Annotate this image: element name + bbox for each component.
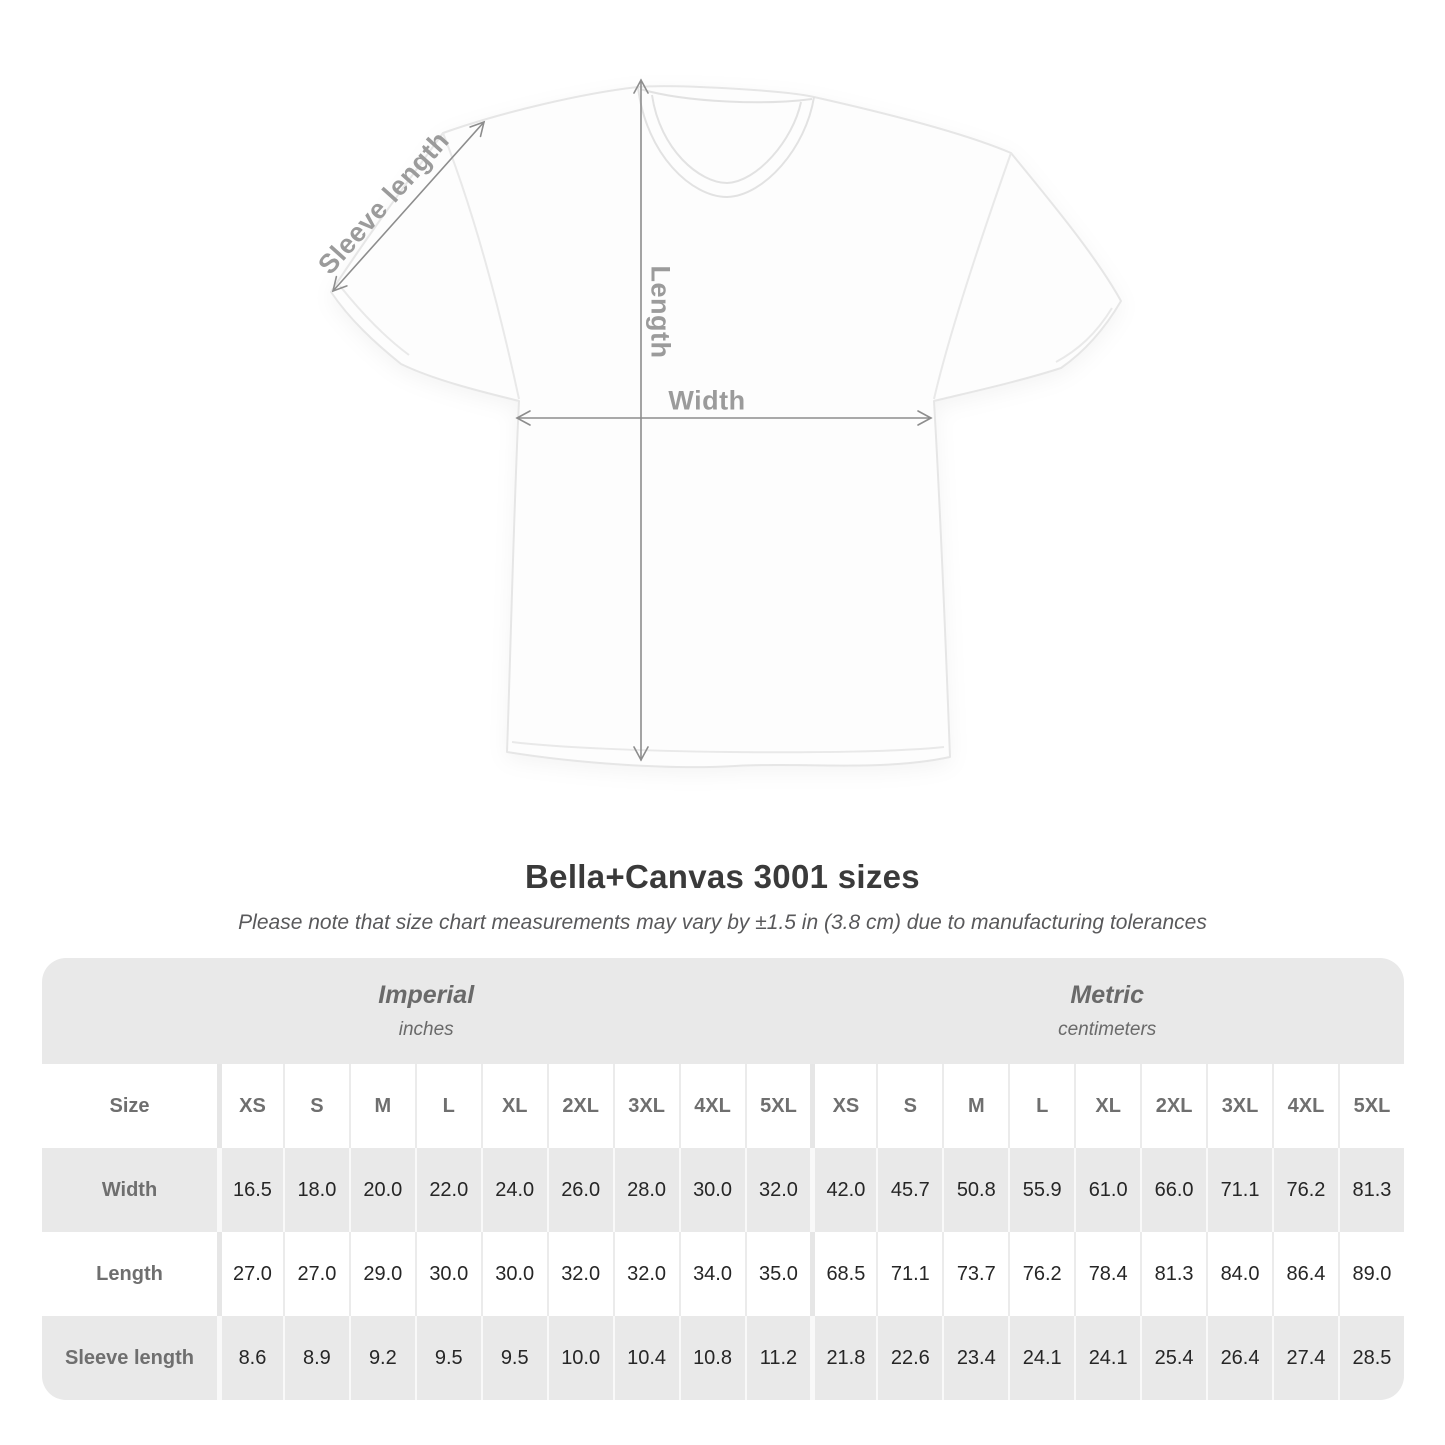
measurement-cell: 22.0 — [415, 1148, 481, 1232]
measurement-cell: 27.0 — [283, 1232, 349, 1316]
size-column-header: Size — [42, 1064, 217, 1148]
row-label-width: Width — [42, 1148, 217, 1232]
sleeve-length-row — [42, 1316, 1404, 1400]
size-col-header: M — [942, 1064, 1008, 1148]
measurement-cell: 55.9 — [1008, 1148, 1074, 1232]
measurement-cell: 27.0 — [217, 1232, 283, 1316]
measurement-cell: 8.9 — [283, 1316, 349, 1400]
size-col-header: 3XL — [1206, 1064, 1272, 1148]
measurement-cell: 28.5 — [1338, 1316, 1404, 1400]
measurement-cell: 71.1 — [876, 1232, 942, 1316]
metric-label: Metric — [1070, 981, 1145, 1009]
measurement-cell: 16.5 — [217, 1148, 283, 1232]
size-table — [42, 958, 1404, 1400]
imperial-unit: inches — [398, 1019, 454, 1040]
size-col-header: 4XL — [1272, 1064, 1338, 1148]
length-label: Length — [645, 265, 676, 359]
size-col-header: S — [283, 1064, 349, 1148]
measurement-cell: 26.0 — [547, 1148, 613, 1232]
sleeve-length-label: Sleeve length — [312, 125, 455, 280]
size-col-header: XL — [481, 1064, 547, 1148]
measurement-cell: 26.4 — [1206, 1316, 1272, 1400]
size-col-header: L — [1008, 1064, 1074, 1148]
length-row — [42, 1232, 1404, 1316]
measurement-cell: 25.4 — [1140, 1316, 1206, 1400]
units-row — [42, 958, 1404, 1064]
measurement-cell: 18.0 — [283, 1148, 349, 1232]
measurement-cell: 29.0 — [349, 1232, 415, 1316]
measurement-cell: 66.0 — [1140, 1148, 1206, 1232]
measurement-cell: 84.0 — [1206, 1232, 1272, 1316]
size-col-header: XS — [810, 1064, 876, 1148]
size-header-row — [42, 1064, 1404, 1148]
heading-block — [0, 858, 1445, 935]
measurement-cell: 50.8 — [942, 1148, 1008, 1232]
page-title: Bella+Canvas 3001 sizes — [525, 858, 920, 895]
measurement-cell: 42.0 — [810, 1148, 876, 1232]
measurement-cell: 11.2 — [745, 1316, 811, 1400]
measurement-cell: 9.5 — [415, 1316, 481, 1400]
measurement-cell: 9.2 — [349, 1316, 415, 1400]
size-col-header: M — [349, 1064, 415, 1148]
metric-section-header — [810, 958, 1404, 1064]
size-col-header: XL — [1074, 1064, 1140, 1148]
measurement-cell: 24.1 — [1074, 1316, 1140, 1400]
measurement-cell: 30.0 — [679, 1148, 745, 1232]
measurement-cell: 76.2 — [1008, 1232, 1074, 1316]
measurement-cell: 73.7 — [942, 1232, 1008, 1316]
tolerance-note: Please note that size chart measurements may vary by ±1.5 in (3.8 cm) due to manufacturing tolerances — [238, 911, 1207, 934]
measurement-cell: 45.7 — [876, 1148, 942, 1232]
row-label-sleeve-length: Sleeve length — [42, 1316, 217, 1400]
measurement-cell: 30.0 — [481, 1232, 547, 1316]
size-col-header: 5XL — [1338, 1064, 1404, 1148]
measurement-cell: 32.0 — [613, 1232, 679, 1316]
size-col-header: 3XL — [613, 1064, 679, 1148]
measurement-cell: 24.0 — [481, 1148, 547, 1232]
measurement-cell: 22.6 — [876, 1316, 942, 1400]
measurement-cell: 89.0 — [1338, 1232, 1404, 1316]
size-col-header: S — [876, 1064, 942, 1148]
measurement-cell: 20.0 — [349, 1148, 415, 1232]
measurement-cell: 10.8 — [679, 1316, 745, 1400]
measurement-cell: 32.0 — [745, 1148, 811, 1232]
size-col-header: 4XL — [679, 1064, 745, 1148]
width-label: Width — [668, 385, 746, 416]
measurement-cell: 8.6 — [217, 1316, 283, 1400]
measurement-cell: 86.4 — [1272, 1232, 1338, 1316]
shirt-body — [331, 86, 1121, 767]
measurement-cell: 23.4 — [942, 1316, 1008, 1400]
row-label-length: Length — [42, 1232, 217, 1316]
size-col-header: 5XL — [745, 1064, 811, 1148]
size-col-header: 2XL — [547, 1064, 613, 1148]
size-col-header: L — [415, 1064, 481, 1148]
size-table-container — [42, 958, 1404, 1400]
measurement-cell: 34.0 — [679, 1232, 745, 1316]
tshirt-shape — [331, 86, 1121, 767]
measurement-cell: 21.8 — [810, 1316, 876, 1400]
measurement-cell: 10.4 — [613, 1316, 679, 1400]
measurement-cell: 81.3 — [1338, 1148, 1404, 1232]
measurement-cell: 68.5 — [810, 1232, 876, 1316]
measurement-cell: 78.4 — [1074, 1232, 1140, 1316]
imperial-label: Imperial — [378, 981, 475, 1009]
measurement-cell: 27.4 — [1272, 1316, 1338, 1400]
measurement-cell: 71.1 — [1206, 1148, 1272, 1232]
size-col-header: XS — [217, 1064, 283, 1148]
measurement-cell: 10.0 — [547, 1316, 613, 1400]
measurement-cell: 32.0 — [547, 1232, 613, 1316]
measurement-cell: 24.1 — [1008, 1316, 1074, 1400]
measurement-cell: 30.0 — [415, 1232, 481, 1316]
measurement-cell: 9.5 — [481, 1316, 547, 1400]
metric-unit: centimeters — [1058, 1019, 1157, 1040]
width-row — [42, 1148, 1404, 1232]
measurement-cell: 81.3 — [1140, 1232, 1206, 1316]
measurement-cell: 35.0 — [745, 1232, 811, 1316]
measurement-cell: 61.0 — [1074, 1148, 1140, 1232]
measurement-cell: 28.0 — [613, 1148, 679, 1232]
imperial-section-header — [42, 958, 810, 1064]
measurement-cell: 76.2 — [1272, 1148, 1338, 1232]
size-col-header: 2XL — [1140, 1064, 1206, 1148]
